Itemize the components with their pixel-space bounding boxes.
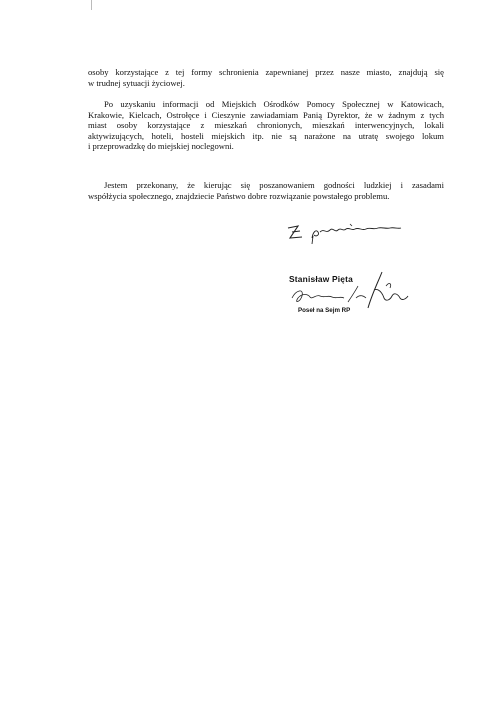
paragraph-conclusion bbox=[88, 180, 444, 201]
text-line: aktywizujących, hoteli, hosteli miejskich itp. nie są narażone na utratę swojego lokum bbox=[88, 130, 444, 141]
paragraph-mops-information bbox=[88, 99, 444, 152]
text-line: Krakowie, Kielcach, Ostrołęce i Cieszynie zawiadamiam Panią Dyrektor, że w żadnym z tych bbox=[88, 109, 444, 120]
page-edge-mark bbox=[91, 0, 92, 10]
text-line: Jestem przekonany, że kierując się poszanowaniem godności ludzkiej i zasadami bbox=[104, 180, 444, 190]
text-line: współżycia społecznego, znajdziecie Państwo dobre rozwiązanie powstałego problemu. bbox=[88, 190, 390, 201]
signatory-title: Poseł na Sejm RP bbox=[298, 307, 351, 314]
text-line: osoby korzystające z tej formy schronienia zapewnianej przez nasze miasto, znajdują się bbox=[88, 67, 444, 77]
text-line: i przeprowadzkę do miejskiej noclegowni. bbox=[88, 141, 234, 152]
text-line: miast osoby korzystające z mieszkań chronionych, mieszkań interwencyjnych, lokali bbox=[88, 120, 444, 131]
paragraph-continuation bbox=[88, 67, 444, 88]
text-line: w trudnej sytuacji życiowej. bbox=[88, 77, 185, 88]
signature-block bbox=[276, 218, 436, 328]
text-line: Po uzyskaniu informacji od Miejskich Ośrodków Pomocy Społecznej w Katowicach, bbox=[104, 99, 444, 109]
signatory-name: Stanisław Pięta bbox=[289, 274, 353, 284]
handwritten-closing bbox=[280, 218, 410, 248]
